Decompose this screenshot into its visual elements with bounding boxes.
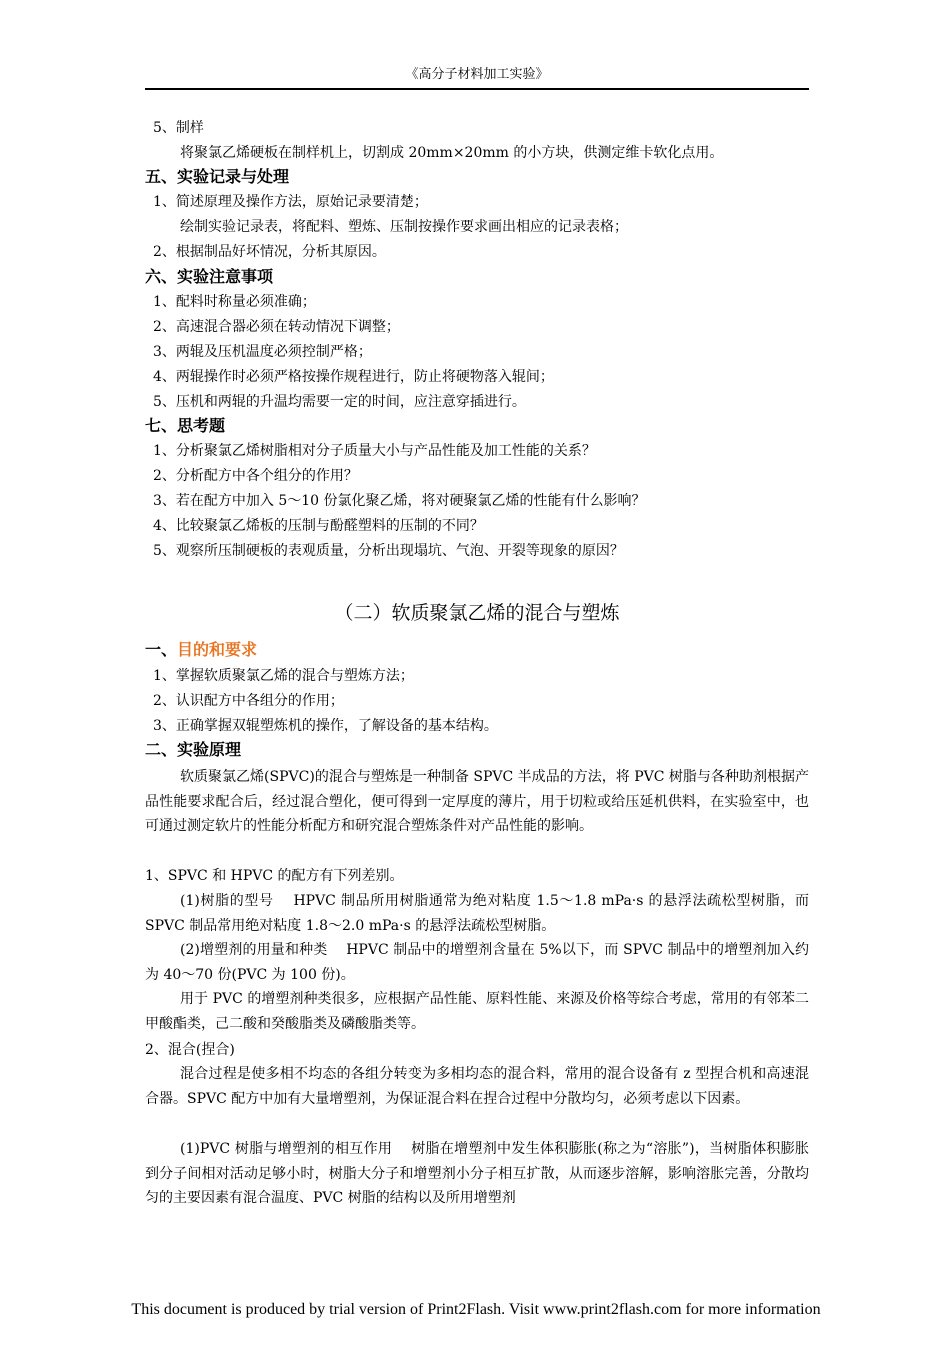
header-rule — [145, 88, 809, 90]
section-7-heading: 七、思考题 — [145, 416, 226, 435]
section-6-item: 1、配料时称量必须准确； — [153, 294, 316, 310]
objective-item: 2、认识配方中各组分的作用； — [153, 693, 344, 709]
heading-prefix: 一、 — [145, 640, 178, 659]
part-2-title: （二）软质聚氯乙烯的混合与塑炼 — [334, 602, 620, 624]
section-6-item: 3、两辊及压机温度必须控制严格； — [153, 344, 372, 360]
question-item: 1、分析聚氯乙烯树脂相对分子质量大小与产品性能及加工性能的关系？ — [153, 443, 596, 459]
trial-notice: This document is produced by trial version of Print2Flash. Visit www.print2flash.com for more information — [131, 1301, 821, 1318]
section-6-item: 5、压机和两辊的升温均需要一定的时间，应注意穿插进行。 — [153, 394, 526, 410]
section-5-item: 绘制实验记录表，将配料、塑炼、压制按操作要求画出相应的记录表格； — [180, 219, 628, 235]
question-item: 3、若在配方中加入 5～10 份氯化聚乙烯，将对硬聚氯乙烯的性能有什么影响？ — [153, 493, 646, 509]
objective-item: 3、正确掌握双辊塑炼机的操作，了解设备的基本结构。 — [153, 718, 498, 734]
objective-item: 1、掌握软质聚氯乙烯的混合与塑炼方法； — [153, 668, 414, 684]
section-6-item: 4、两辊操作时必须严格按操作规程进行，防止将硬物落入辊间； — [153, 369, 554, 385]
section-5-item: 1、简述原理及操作方法，原始记录要清楚； — [153, 194, 428, 210]
part-2-section-2-heading: 二、实验原理 — [145, 740, 242, 759]
question-item: 5、观察所压制硬板的表观质量，分析出现塌坑、气泡、开裂等现象的原因？ — [153, 543, 624, 559]
subheading: 1、SPVC 和 HPVC 的配方有下列差别。 — [145, 868, 404, 884]
paragraph: (1)树脂的型号 HPVC 制品所用树脂通常为绝对粘度 1.5～1.8 mPa·s 的悬浮法疏松型树脂，而 SPVC 制品常用绝对粘度 1.8～2.0 mPa·s 的悬浮法疏松型树脂。 — [145, 893, 809, 934]
paragraph: (2)增塑剂的用量和种类 HPVC 制品中的增塑剂含量在 5%以下，而 SPVC 制品中的增塑剂加入约为 40～70 份(PVC 为 100 份)。 — [145, 942, 809, 983]
section-6-heading: 六、实验注意事项 — [145, 267, 274, 286]
section-5-heading: 五、实验记录与处理 — [145, 167, 290, 186]
heading-highlight: 目的和要求 — [177, 640, 258, 659]
paragraph: 软质聚氯乙烯(SPVC)的混合与塑炼是一种制备 SPVC 半成品的方法，将 PVC 树脂与各种助剂根据产品性能要求配合后，经过混合塑化，便可得到一定厚度的薄片，用于切粒或给压延机供料，在实验室中，也可通过测定软片的性能分析配方和研究混合塑炼条件对产品性能的影响。 — [145, 769, 809, 834]
paragraph: 混合过程是使多相不均态的各组分转变为多相均态的混合料，常用的混合设备有 z 型捏合机和高速混合器。SPVC 配方中加有大量增塑剂，为保证混合料在捏合过程中分散均匀，必须考虑以下因素。 — [145, 1066, 809, 1107]
section-6-item: 2、高速混合器必须在转动情况下调整； — [153, 319, 400, 335]
section-5-item: 2、根据制品好坏情况，分析其原因。 — [153, 244, 386, 260]
part-2-section-1-heading — [145, 640, 809, 660]
paragraph: (1)PVC 树脂与增塑剂的相互作用 树脂在增塑剂中发生体积膨胀(称之为“溶胀”)，当树脂体积膨胀到分子间相对活动足够小时，树脂大分子和增塑剂小分子相互扩散，从而逐步溶解，影响溶胀完善，分散均匀的主要因素有混合温度、PVC 树脂的结构以及所用增塑剂 — [145, 1141, 809, 1206]
question-item: 4、比较聚氯乙烯板的压制与酚醛塑料的压制的不同？ — [153, 518, 484, 534]
item-5-title: 5、制样 — [153, 120, 204, 136]
question-item: 2、分析配方中各个组分的作用？ — [153, 468, 358, 484]
paragraph: 用于 PVC 的增塑剂种类很多，应根据产品性能、原料性能、来源及价格等综合考虑，常用的有邻苯二甲酸酯类，己二酸和癸酸脂类及磷酸脂类等。 — [145, 991, 809, 1032]
running-header: 《高分子材料加工实验》 — [405, 67, 549, 82]
subheading: 2、混合(捏合) — [145, 1042, 235, 1058]
item-5-text: 将聚氯乙烯硬板在制样机上，切割成 20mm×20mm 的小方块，供测定维卡软化点用。 — [180, 145, 724, 161]
